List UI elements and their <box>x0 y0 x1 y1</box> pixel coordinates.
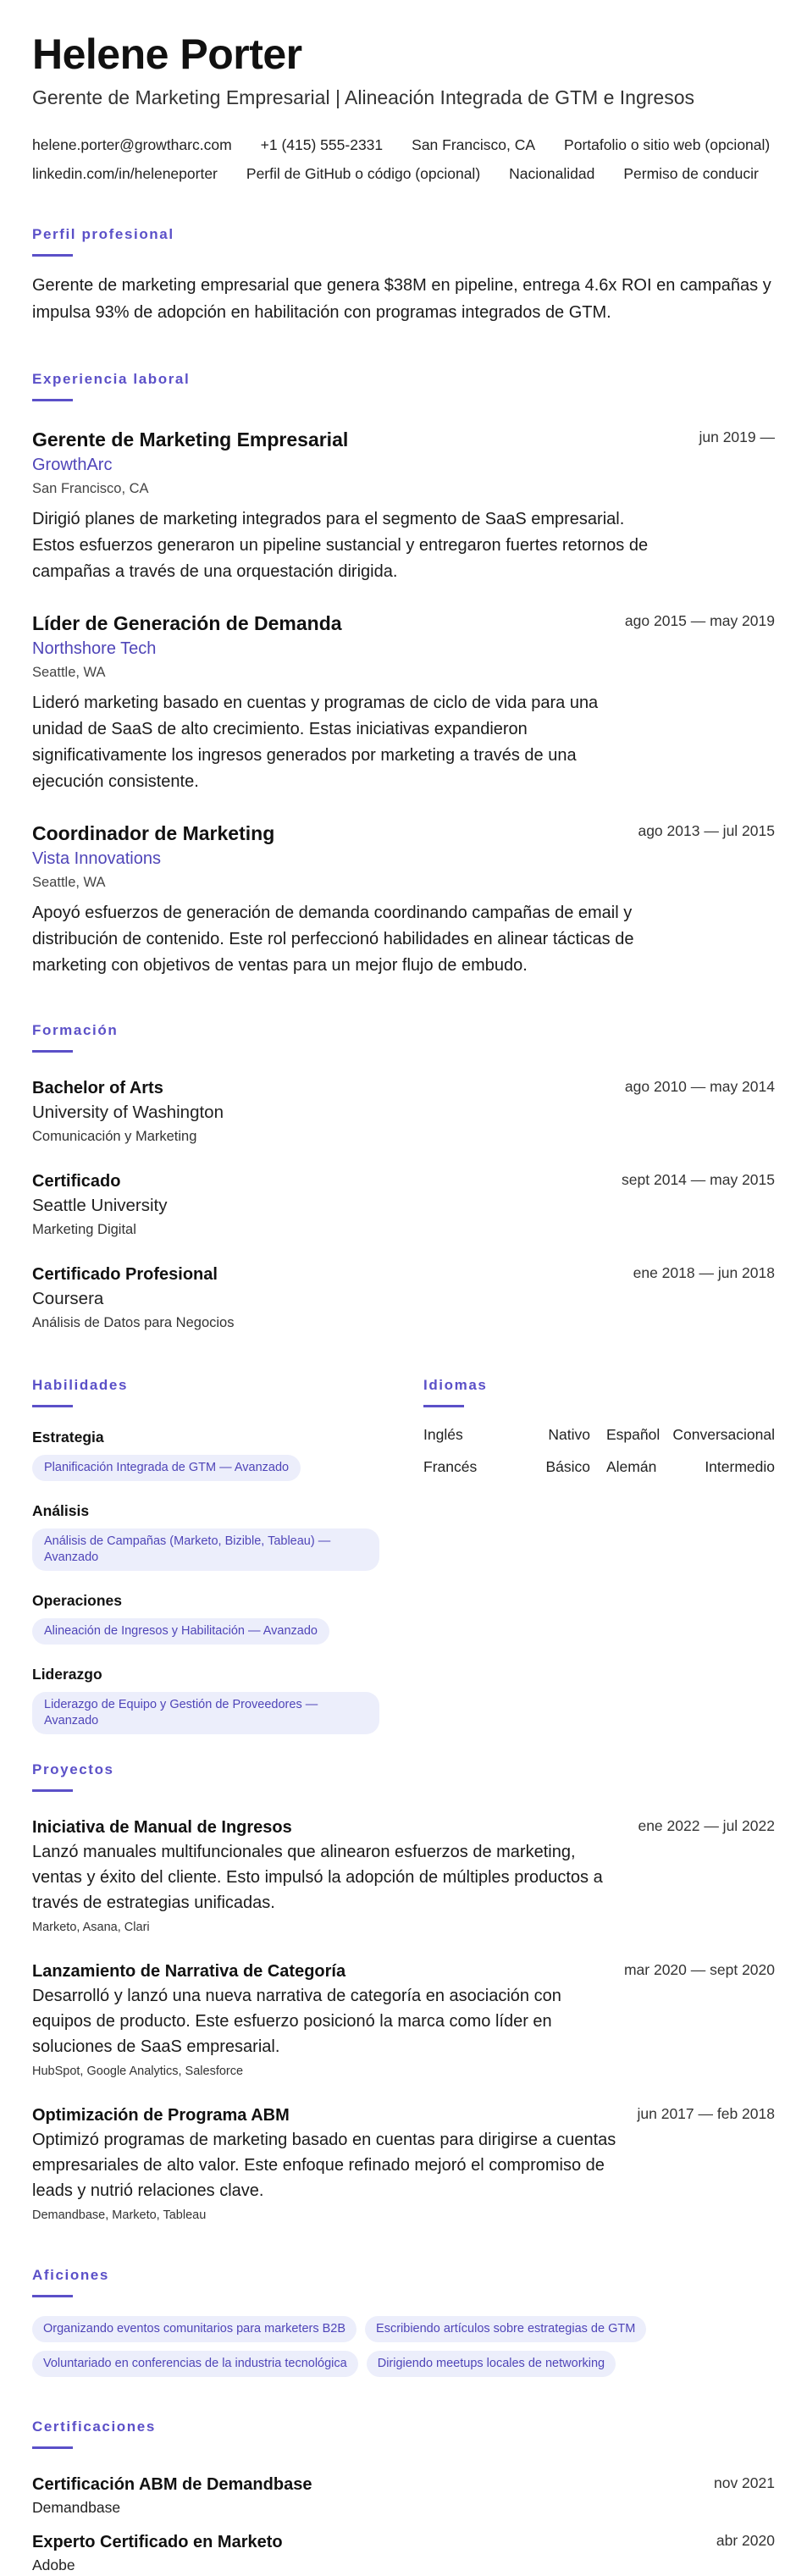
section-title: Idiomas <box>423 1377 488 1393</box>
certification-name: Experto Certificado en Marketo <box>32 2533 283 2551</box>
project-description: Desarrolló y lanzó una nueva narrativa de categoría en asociación con equipos de producto. Este esfuerzo posicionó la marca como líder en soluciones de SaaS empresarial. <box>32 1987 561 2056</box>
section-divider <box>32 1050 73 1053</box>
education-school: University of Washington <box>32 1103 224 1122</box>
languages-row <box>423 1426 775 1458</box>
skill-chip: Planificación Integrada de GTM — Avanzado <box>32 1455 301 1481</box>
certification-date: abr 2020 <box>716 2532 775 2549</box>
skill-category: Liderazgo <box>32 1666 102 1683</box>
section-divider <box>32 1789 73 1792</box>
job-entry <box>32 427 775 585</box>
education-entry <box>32 1169 775 1241</box>
summary-section <box>32 225 775 326</box>
contact-github[interactable]: Perfil de GitHub o código (opcional) <box>246 165 481 182</box>
contact-email[interactable]: helene.porter@growtharc.com <box>32 136 232 153</box>
education-field: Análisis de Datos para Negocios <box>32 1315 235 1330</box>
section-divider <box>32 399 73 401</box>
projects-section <box>32 1761 775 2225</box>
contact-license: Permiso de conducir <box>623 165 759 182</box>
certification-name: Certificación ABM de Demandbase <box>32 2475 312 2494</box>
project-tools: Demandbase, Marketo, Tableau <box>32 2208 207 2222</box>
section-divider <box>32 2446 73 2449</box>
language-name: Alemán <box>606 1458 657 1475</box>
language-level: Nativo <box>548 1426 590 1443</box>
education-dates: ene 2018 — jun 2018 <box>633 1264 775 1281</box>
project-entry <box>32 1960 775 2081</box>
headline: Gerente de Marketing Empresarial | Alineación Integrada de GTM e Ingresos <box>32 86 694 108</box>
skills-section <box>32 1376 388 1734</box>
job-entry <box>32 611 775 795</box>
language-name: Español <box>606 1426 661 1443</box>
job-description: Lideró marketing basado en cuentas y programas de ciclo de vida para una unidad de SaaS de alto crecimiento. Estas iniciativas expandieron significativamente los ingresos generados por marketing a través de una ejecución consistente. <box>32 694 599 791</box>
education-degree: Certificado Profesional <box>32 1265 218 1284</box>
languages-section <box>423 1376 775 1490</box>
hobby-chips <box>32 2308 777 2377</box>
education-degree: Certificado <box>32 1172 121 1191</box>
language-level: Intermedio <box>705 1458 775 1475</box>
language-name: Inglés <box>423 1426 463 1443</box>
project-title: Optimización de Programa ABM <box>32 2106 290 2125</box>
contact-phone[interactable]: +1 (415) 555-2331 <box>260 136 384 153</box>
education-entry <box>32 1263 775 1334</box>
project-title: Iniciativa de Manual de Ingresos <box>32 1818 292 1837</box>
skill-category: Operaciones <box>32 1592 123 1609</box>
education-dates: sept 2014 — may 2015 <box>622 1171 775 1188</box>
job-company: Northshore Tech <box>32 639 157 658</box>
skill-category: Estrategia <box>32 1429 104 1446</box>
project-description: Optimizó programas de marketing basado en cuentas para dirigirse a cuentas empresariales de alto valor. Este enfoque refinado mejoró el compromiso de leads y nutrió relaciones clave. <box>32 2131 616 2200</box>
language-name: Francés <box>423 1458 478 1475</box>
job-entry <box>32 821 775 979</box>
experience-section <box>32 370 775 979</box>
section-divider <box>423 1405 464 1407</box>
job-dates: ago 2013 — jul 2015 <box>638 822 775 839</box>
education-degree: Bachelor of Arts <box>32 1079 163 1097</box>
education-dates: ago 2010 — may 2014 <box>624 1078 775 1095</box>
skills-languages-row <box>32 1376 775 1732</box>
section-title: Certificaciones <box>32 2418 156 2435</box>
hobby-chip: Organizando eventos comunitarios para marketers B2B <box>32 2316 357 2342</box>
project-dates: mar 2020 — sept 2020 <box>623 1961 775 1978</box>
language-level: Básico <box>545 1458 590 1475</box>
section-title: Proyectos <box>32 1761 114 1777</box>
project-title: Lanzamiento de Narrativa de Categoría <box>32 1962 346 1981</box>
education-school: Seattle University <box>32 1196 168 1215</box>
contact-info <box>32 130 775 188</box>
project-dates: jun 2017 — feb 2018 <box>637 2105 775 2122</box>
certification-entry <box>32 2473 775 2518</box>
education-field: Marketing Digital <box>32 1222 136 1237</box>
languages-row <box>423 1458 775 1490</box>
project-tools: HubSpot, Google Analytics, Salesforce <box>32 2065 244 2078</box>
hobby-chip: Voluntariado en conferencias de la industria tecnológica <box>32 2351 358 2377</box>
job-description: Apoyó esfuerzos de generación de demanda coordinando campañas de email y distribución de contenido. Este rol perfeccionó habilidades en alinear tácticas de marketing con objetivos de ventas para un mejor flujo de embudo. <box>32 904 634 975</box>
section-divider <box>32 2295 73 2297</box>
education-entry <box>32 1076 775 1147</box>
education-section <box>32 1021 775 1334</box>
project-entry <box>32 1816 775 1938</box>
job-location: Seattle, WA <box>32 875 106 890</box>
section-title: Perfil profesional <box>32 226 174 242</box>
certification-issuer: Demandbase <box>32 2499 121 2516</box>
job-title: Gerente de Marketing Empresarial <box>32 428 349 451</box>
section-title: Habilidades <box>32 1377 129 1393</box>
skill-chip: Alineación de Ingresos y Habilitación — Avanzado <box>32 1618 329 1645</box>
language-level: Conversacional <box>672 1426 775 1443</box>
job-description: Dirigió planes de marketing integrados para el segmento de SaaS empresarial. Estos esfuerzos generaron un pipeline sustancial y entregaron fuertes retornos de campañas a través de una orquestación dirigida. <box>32 510 649 581</box>
project-entry <box>32 2103 775 2225</box>
languages-grid <box>423 1426 775 1490</box>
job-company: GrowthArc <box>32 456 113 474</box>
project-description: Lanzó manuales multifuncionales que alinearon esfuerzos de marketing, ventas y éxito del cliente. Esto impulsó la adopción de múltiples productos a través de estrategias unificadas. <box>32 1843 603 1912</box>
skill-chip: Liderazgo de Equipo y Gestión de Proveedores — Avanzado <box>32 1692 379 1734</box>
candidate-name: Helene Porter <box>32 30 302 78</box>
contact-linkedin[interactable]: linkedin.com/in/heleneporter <box>32 165 218 182</box>
certification-entry <box>32 2530 775 2576</box>
section-title: Aficiones <box>32 2267 109 2283</box>
project-dates: ene 2022 — jul 2022 <box>638 1817 775 1834</box>
job-dates: ago 2015 — may 2019 <box>624 612 775 629</box>
contact-location: San Francisco, CA <box>412 136 536 153</box>
section-divider <box>32 1405 73 1407</box>
contact-nationality: Nacionalidad <box>509 165 595 182</box>
certifications-section <box>32 2418 775 2576</box>
job-company: Vista Innovations <box>32 849 161 868</box>
certification-date: nov 2021 <box>713 2474 775 2491</box>
education-field: Comunicación y Marketing <box>32 1129 197 1144</box>
job-title: Líder de Generación de Demanda <box>32 612 342 634</box>
skill-chip: Análisis de Campañas (Marketo, Bizible, Tableau) — Avanzado <box>32 1528 379 1571</box>
job-location: Seattle, WA <box>32 665 106 680</box>
skill-category: Análisis <box>32 1502 90 1519</box>
section-title: Experiencia laboral <box>32 371 191 387</box>
summary-text: Gerente de marketing empresarial que genera $38M en pipeline, entrega 4.6x ROI en campañas y impulsa 93% de adopción en habilitación con programas integrados de GTM. <box>32 276 771 322</box>
hobbies-section <box>32 2266 775 2377</box>
education-school: Coursera <box>32 1289 104 1308</box>
certification-issuer: Adobe <box>32 2557 75 2573</box>
job-dates: jun 2019 — <box>699 428 775 445</box>
hobby-chip: Escribiendo artículos sobre estrategias de GTM <box>365 2316 646 2342</box>
hobby-chip: Dirigiendo meetups locales de networking <box>367 2351 616 2377</box>
job-title: Coordinador de Marketing <box>32 822 275 844</box>
contact-portfolio[interactable]: Portafolio o sitio web (opcional) <box>564 136 771 153</box>
job-location: San Francisco, CA <box>32 481 149 496</box>
section-divider <box>32 254 73 257</box>
project-tools: Marketo, Asana, Clari <box>32 1921 150 1934</box>
section-title: Formación <box>32 1022 119 1038</box>
